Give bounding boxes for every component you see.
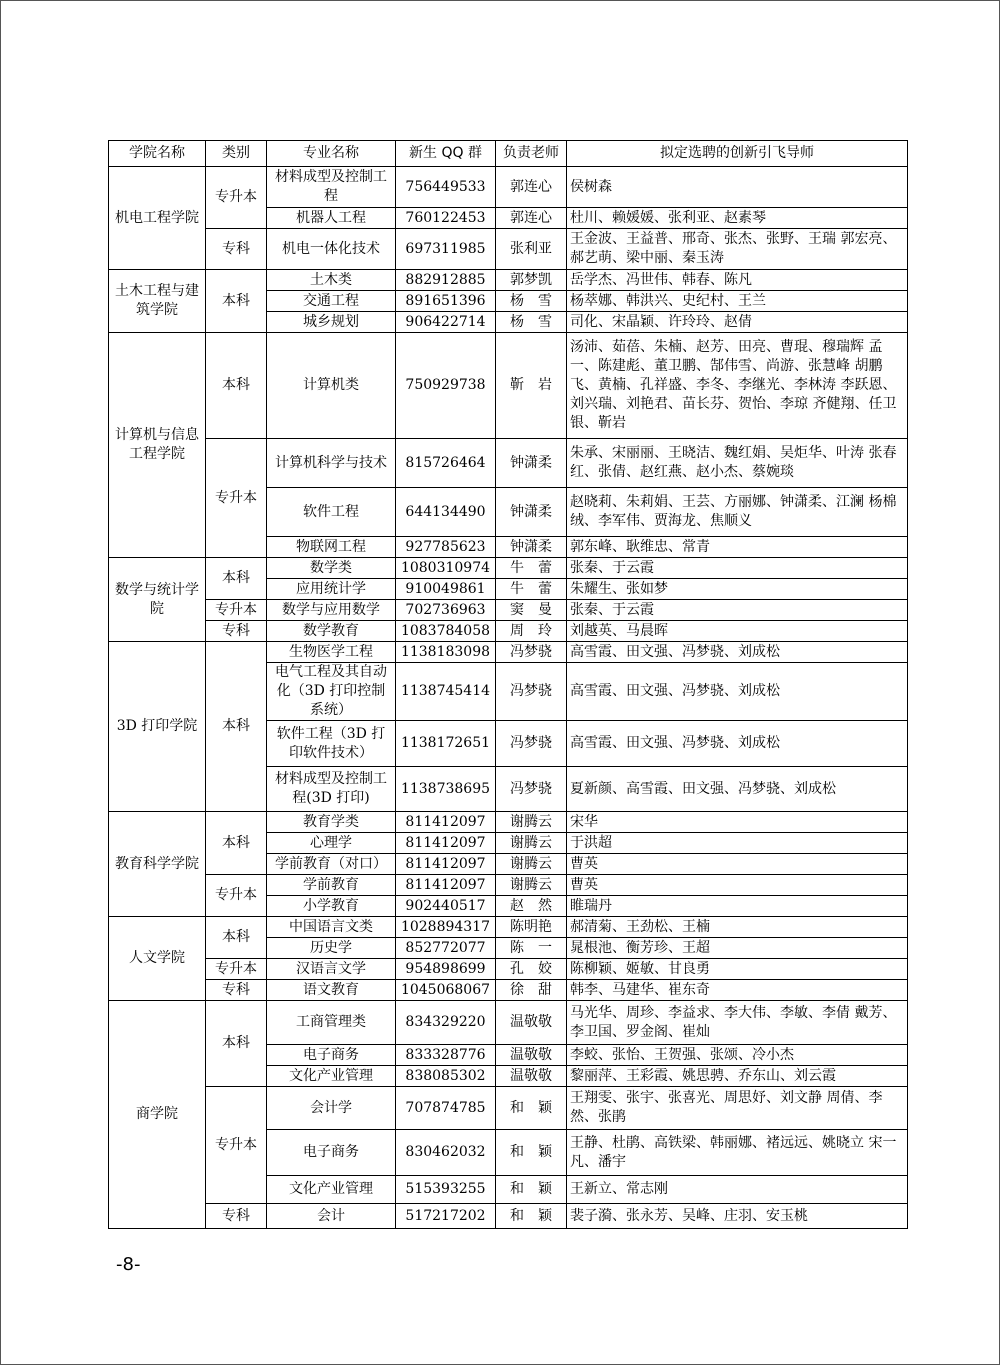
major-name: 机电一体化技术 [267, 229, 396, 270]
major-name: 小学教育 [267, 896, 396, 917]
teacher: 冯梦骁 [496, 642, 567, 663]
teacher: 杨 雪 [496, 312, 567, 333]
teacher: 牛 蕾 [496, 579, 567, 600]
mentors: 赵晓莉、朱莉娟、王芸、方丽娜、钟潇柔、江澜 杨棉绒、李军伟、贾海龙、焦顺义 [567, 488, 908, 537]
mentors: 陈柳颖、姬敏、甘良勇 [567, 959, 908, 980]
qq-group: 707874785 [396, 1087, 496, 1130]
college-name: 机电工程学院 [109, 167, 206, 270]
teacher: 周 玲 [496, 621, 567, 642]
major-name: 材料成型及控制工程 [267, 167, 396, 208]
qq-group: 1028894317 [396, 917, 496, 938]
program-type: 专升本 [206, 600, 267, 621]
teacher: 钟潇柔 [496, 439, 567, 488]
qq-group: 902440517 [396, 896, 496, 917]
table-row [109, 1204, 908, 1229]
teacher: 钟潇柔 [496, 488, 567, 537]
teacher: 谢腾云 [496, 833, 567, 854]
major-name: 会计 [267, 1204, 396, 1229]
mentors: 司化、宋晶颖、许玲玲、赵倩 [567, 312, 908, 333]
table-row [109, 229, 908, 270]
mentors: 韩李、马建华、崔东奇 [567, 980, 908, 1001]
mentors: 王新立、常志刚 [567, 1176, 908, 1204]
table-row [109, 167, 908, 208]
qq-group: 852772077 [396, 938, 496, 959]
mentors: 裴子漪、张永芳、吴峰、庄羽、安玉桃 [567, 1204, 908, 1229]
major-name: 学前教育 [267, 875, 396, 896]
qq-group: 756449533 [396, 167, 496, 208]
program-type: 本科 [206, 917, 267, 959]
table-row [109, 642, 908, 663]
teacher: 郭梦凯 [496, 270, 567, 291]
page-number: -8- [116, 1254, 141, 1275]
qq-group: 834329220 [396, 1001, 496, 1045]
major-name: 机器人工程 [267, 208, 396, 229]
major-name: 材料成型及控制工程(3D 打印) [267, 767, 396, 812]
teacher: 牛 蕾 [496, 558, 567, 579]
college-name: 人文学院 [109, 917, 206, 1001]
major-name: 学前教育（对口） [267, 854, 396, 875]
header-college: 学院名称 [109, 141, 206, 167]
header-row [109, 141, 908, 167]
qq-group: 830462032 [396, 1130, 496, 1176]
major-name: 文化产业管理 [267, 1066, 396, 1087]
teacher: 陈明艳 [496, 917, 567, 938]
program-type: 本科 [206, 812, 267, 875]
college-name: 3D 打印学院 [109, 642, 206, 812]
mentors: 张秦、于云霞 [567, 600, 908, 621]
major-name: 物联网工程 [267, 537, 396, 558]
teacher: 郭连心 [496, 208, 567, 229]
teacher: 冯梦骁 [496, 663, 567, 721]
mentors: 晁根池、衡芳珍、王超 [567, 938, 908, 959]
major-name: 语文教育 [267, 980, 396, 1001]
major-name: 交通工程 [267, 291, 396, 312]
qq-group: 811412097 [396, 875, 496, 896]
header-qq: 新生 QQ 群 [396, 141, 496, 167]
mentors: 王静、杜鹃、高铁梁、韩丽娜、褚远远、姚晓立 宋一凡、潘宇 [567, 1130, 908, 1176]
teacher: 窦 曼 [496, 600, 567, 621]
mentor-table [108, 140, 908, 1229]
mentors: 高雪霞、田文强、冯梦骁、刘成松 [567, 663, 908, 721]
program-type: 专科 [206, 621, 267, 642]
college-name: 商学院 [109, 1001, 206, 1229]
teacher: 温敬敬 [496, 1001, 567, 1045]
college-name: 土木工程与建筑学院 [109, 270, 206, 333]
mentors: 朱耀生、张如梦 [567, 579, 908, 600]
qq-group: 815726464 [396, 439, 496, 488]
program-type: 专升本 [206, 167, 267, 229]
qq-group: 1083784058 [396, 621, 496, 642]
program-type: 专升本 [206, 439, 267, 558]
qq-group: 811412097 [396, 854, 496, 875]
qq-group: 644134490 [396, 488, 496, 537]
program-type: 本科 [206, 558, 267, 600]
major-name: 数学类 [267, 558, 396, 579]
program-type: 专升本 [206, 959, 267, 980]
program-type: 本科 [206, 1001, 267, 1087]
major-name: 工商管理类 [267, 1001, 396, 1045]
qq-group: 811412097 [396, 812, 496, 833]
mentors: 朱承、宋丽丽、王晓洁、魏红娟、吴炬华、叶涛 张春红、张倩、赵红燕、赵小杰、蔡婉琰 [567, 439, 908, 488]
major-name: 软件工程 [267, 488, 396, 537]
teacher: 温敬敬 [496, 1066, 567, 1087]
qq-group: 927785623 [396, 537, 496, 558]
qq-group: 1045068067 [396, 980, 496, 1001]
teacher: 冯梦骁 [496, 721, 567, 767]
header-type: 类别 [206, 141, 267, 167]
qq-group: 760122453 [396, 208, 496, 229]
teacher: 郭连心 [496, 167, 567, 208]
qq-group: 811412097 [396, 833, 496, 854]
mentors: 高雪霞、田文强、冯梦骁、刘成松 [567, 642, 908, 663]
program-type: 本科 [206, 642, 267, 812]
mentors: 岳学杰、冯世伟、韩春、陈凡 [567, 270, 908, 291]
major-name: 教育学类 [267, 812, 396, 833]
teacher: 徐 甜 [496, 980, 567, 1001]
qq-group: 838085302 [396, 1066, 496, 1087]
teacher: 和 颖 [496, 1130, 567, 1176]
mentors: 黎丽萍、王彩霞、姚思骋、乔东山、刘云霞 [567, 1066, 908, 1087]
table-row [109, 812, 908, 833]
qq-group: 697311985 [396, 229, 496, 270]
teacher: 谢腾云 [496, 854, 567, 875]
mentors: 曹英 [567, 854, 908, 875]
college-name: 计算机与信息工程学院 [109, 333, 206, 558]
mentors: 宋华 [567, 812, 908, 833]
teacher: 钟潇柔 [496, 537, 567, 558]
program-type: 本科 [206, 270, 267, 333]
mentors: 张秦、于云霞 [567, 558, 908, 579]
program-type: 专科 [206, 229, 267, 270]
teacher: 靳 岩 [496, 333, 567, 439]
qq-group: 906422714 [396, 312, 496, 333]
table-row [109, 600, 908, 621]
major-name: 会计学 [267, 1087, 396, 1130]
table-row [109, 558, 908, 579]
qq-group: 750929738 [396, 333, 496, 439]
major-name: 数学与应用数学 [267, 600, 396, 621]
table-row [109, 1001, 908, 1045]
mentors: 郝清菊、王劲松、王楠 [567, 917, 908, 938]
major-name: 土木类 [267, 270, 396, 291]
header-major: 专业名称 [267, 141, 396, 167]
mentors: 李蛟、张怡、王贺强、张颂、冷小杰 [567, 1045, 908, 1066]
college-name: 数学与统计学院 [109, 558, 206, 642]
mentors: 马光华、周珍、李益求、李大伟、李敏、李倩 戴芳、李卫国、罗金阁、崔灿 [567, 1001, 908, 1045]
table-row [109, 333, 908, 439]
mentors: 于洪超 [567, 833, 908, 854]
mentors: 曹英 [567, 875, 908, 896]
major-name: 计算机科学与技术 [267, 439, 396, 488]
program-type: 本科 [206, 333, 267, 439]
table-row [109, 1087, 908, 1130]
teacher: 谢腾云 [496, 875, 567, 896]
teacher: 杨 雪 [496, 291, 567, 312]
qq-group: 882912885 [396, 270, 496, 291]
table-row [109, 959, 908, 980]
major-name: 电子商务 [267, 1045, 396, 1066]
program-type: 专升本 [206, 875, 267, 917]
qq-group: 910049861 [396, 579, 496, 600]
teacher: 和 颖 [496, 1176, 567, 1204]
mentors: 刘越英、马晨晖 [567, 621, 908, 642]
table-row [109, 270, 908, 291]
mentors: 杜川、赖媛媛、张利亚、赵素琴 [567, 208, 908, 229]
mentors: 杨萃娜、韩洪兴、史纪村、王兰 [567, 291, 908, 312]
major-name: 电子商务 [267, 1130, 396, 1176]
teacher: 冯梦骁 [496, 767, 567, 812]
major-name: 城乡规划 [267, 312, 396, 333]
major-name: 文化产业管理 [267, 1176, 396, 1204]
mentors: 高雪霞、田文强、冯梦骁、刘成松 [567, 721, 908, 767]
header-teacher: 负责老师 [496, 141, 567, 167]
table-row [109, 621, 908, 642]
major-name: 生物医学工程 [267, 642, 396, 663]
qq-group: 517217202 [396, 1204, 496, 1229]
major-name: 历史学 [267, 938, 396, 959]
teacher: 谢腾云 [496, 812, 567, 833]
qq-group: 954898699 [396, 959, 496, 980]
mentors: 王翔雯、张宇、张喜光、周思妤、刘文静 周倩、李然、张鹃 [567, 1087, 908, 1130]
qq-group: 1138172651 [396, 721, 496, 767]
major-name: 汉语言文学 [267, 959, 396, 980]
teacher: 和 颖 [496, 1087, 567, 1130]
program-type: 专科 [206, 1204, 267, 1229]
teacher: 温敬敬 [496, 1045, 567, 1066]
mentors: 夏新颜、高雪霞、田文强、冯梦骁、刘成松 [567, 767, 908, 812]
college-name: 教育科学学院 [109, 812, 206, 917]
table-row [109, 917, 908, 938]
program-type: 专升本 [206, 1087, 267, 1204]
major-name: 心理学 [267, 833, 396, 854]
teacher: 张利亚 [496, 229, 567, 270]
mentors: 睢瑞丹 [567, 896, 908, 917]
qq-group: 1138183098 [396, 642, 496, 663]
mentors: 侯树森 [567, 167, 908, 208]
teacher: 和 颖 [496, 1204, 567, 1229]
table-row [109, 875, 908, 896]
qq-group: 515393255 [396, 1176, 496, 1204]
table-row [109, 980, 908, 1001]
qq-group: 702736963 [396, 600, 496, 621]
major-name: 应用统计学 [267, 579, 396, 600]
teacher: 孔 姣 [496, 959, 567, 980]
qq-group: 891651396 [396, 291, 496, 312]
qq-group: 1138738695 [396, 767, 496, 812]
program-type: 专科 [206, 980, 267, 1001]
major-name: 计算机类 [267, 333, 396, 439]
mentors: 王金波、王益普、邢奇、张杰、张野、王瑞 郭宏亮、郝艺萌、梁中丽、秦玉涛 [567, 229, 908, 270]
mentors: 汤沛、茹蓓、朱楠、赵芳、田亮、曹琨、穆瑞辉 孟一、陈建彪、董卫鹏、郜伟雪、尚游、张慧峰 胡鹏飞、黄楠、孔祥盛、李冬、李继光、李林涛 李跃恩、刘兴瑞、刘艳君、苗长芬、贺怡、李琼 齐健翔、任卫银、靳岩 [567, 333, 908, 439]
mentors: 郭东峰、耿维忠、常青 [567, 537, 908, 558]
major-name: 软件工程（3D 打印软件技术） [267, 721, 396, 767]
qq-group: 833328776 [396, 1045, 496, 1066]
major-name: 数学教育 [267, 621, 396, 642]
qq-group: 1080310974 [396, 558, 496, 579]
major-name: 中国语言文类 [267, 917, 396, 938]
table-row [109, 439, 908, 488]
major-name: 电气工程及其自动化（3D 打印控制系统） [267, 663, 396, 721]
header-mentors: 拟定选聘的创新引飞导师 [567, 141, 908, 167]
teacher: 赵 然 [496, 896, 567, 917]
teacher: 陈 一 [496, 938, 567, 959]
qq-group: 1138745414 [396, 663, 496, 721]
